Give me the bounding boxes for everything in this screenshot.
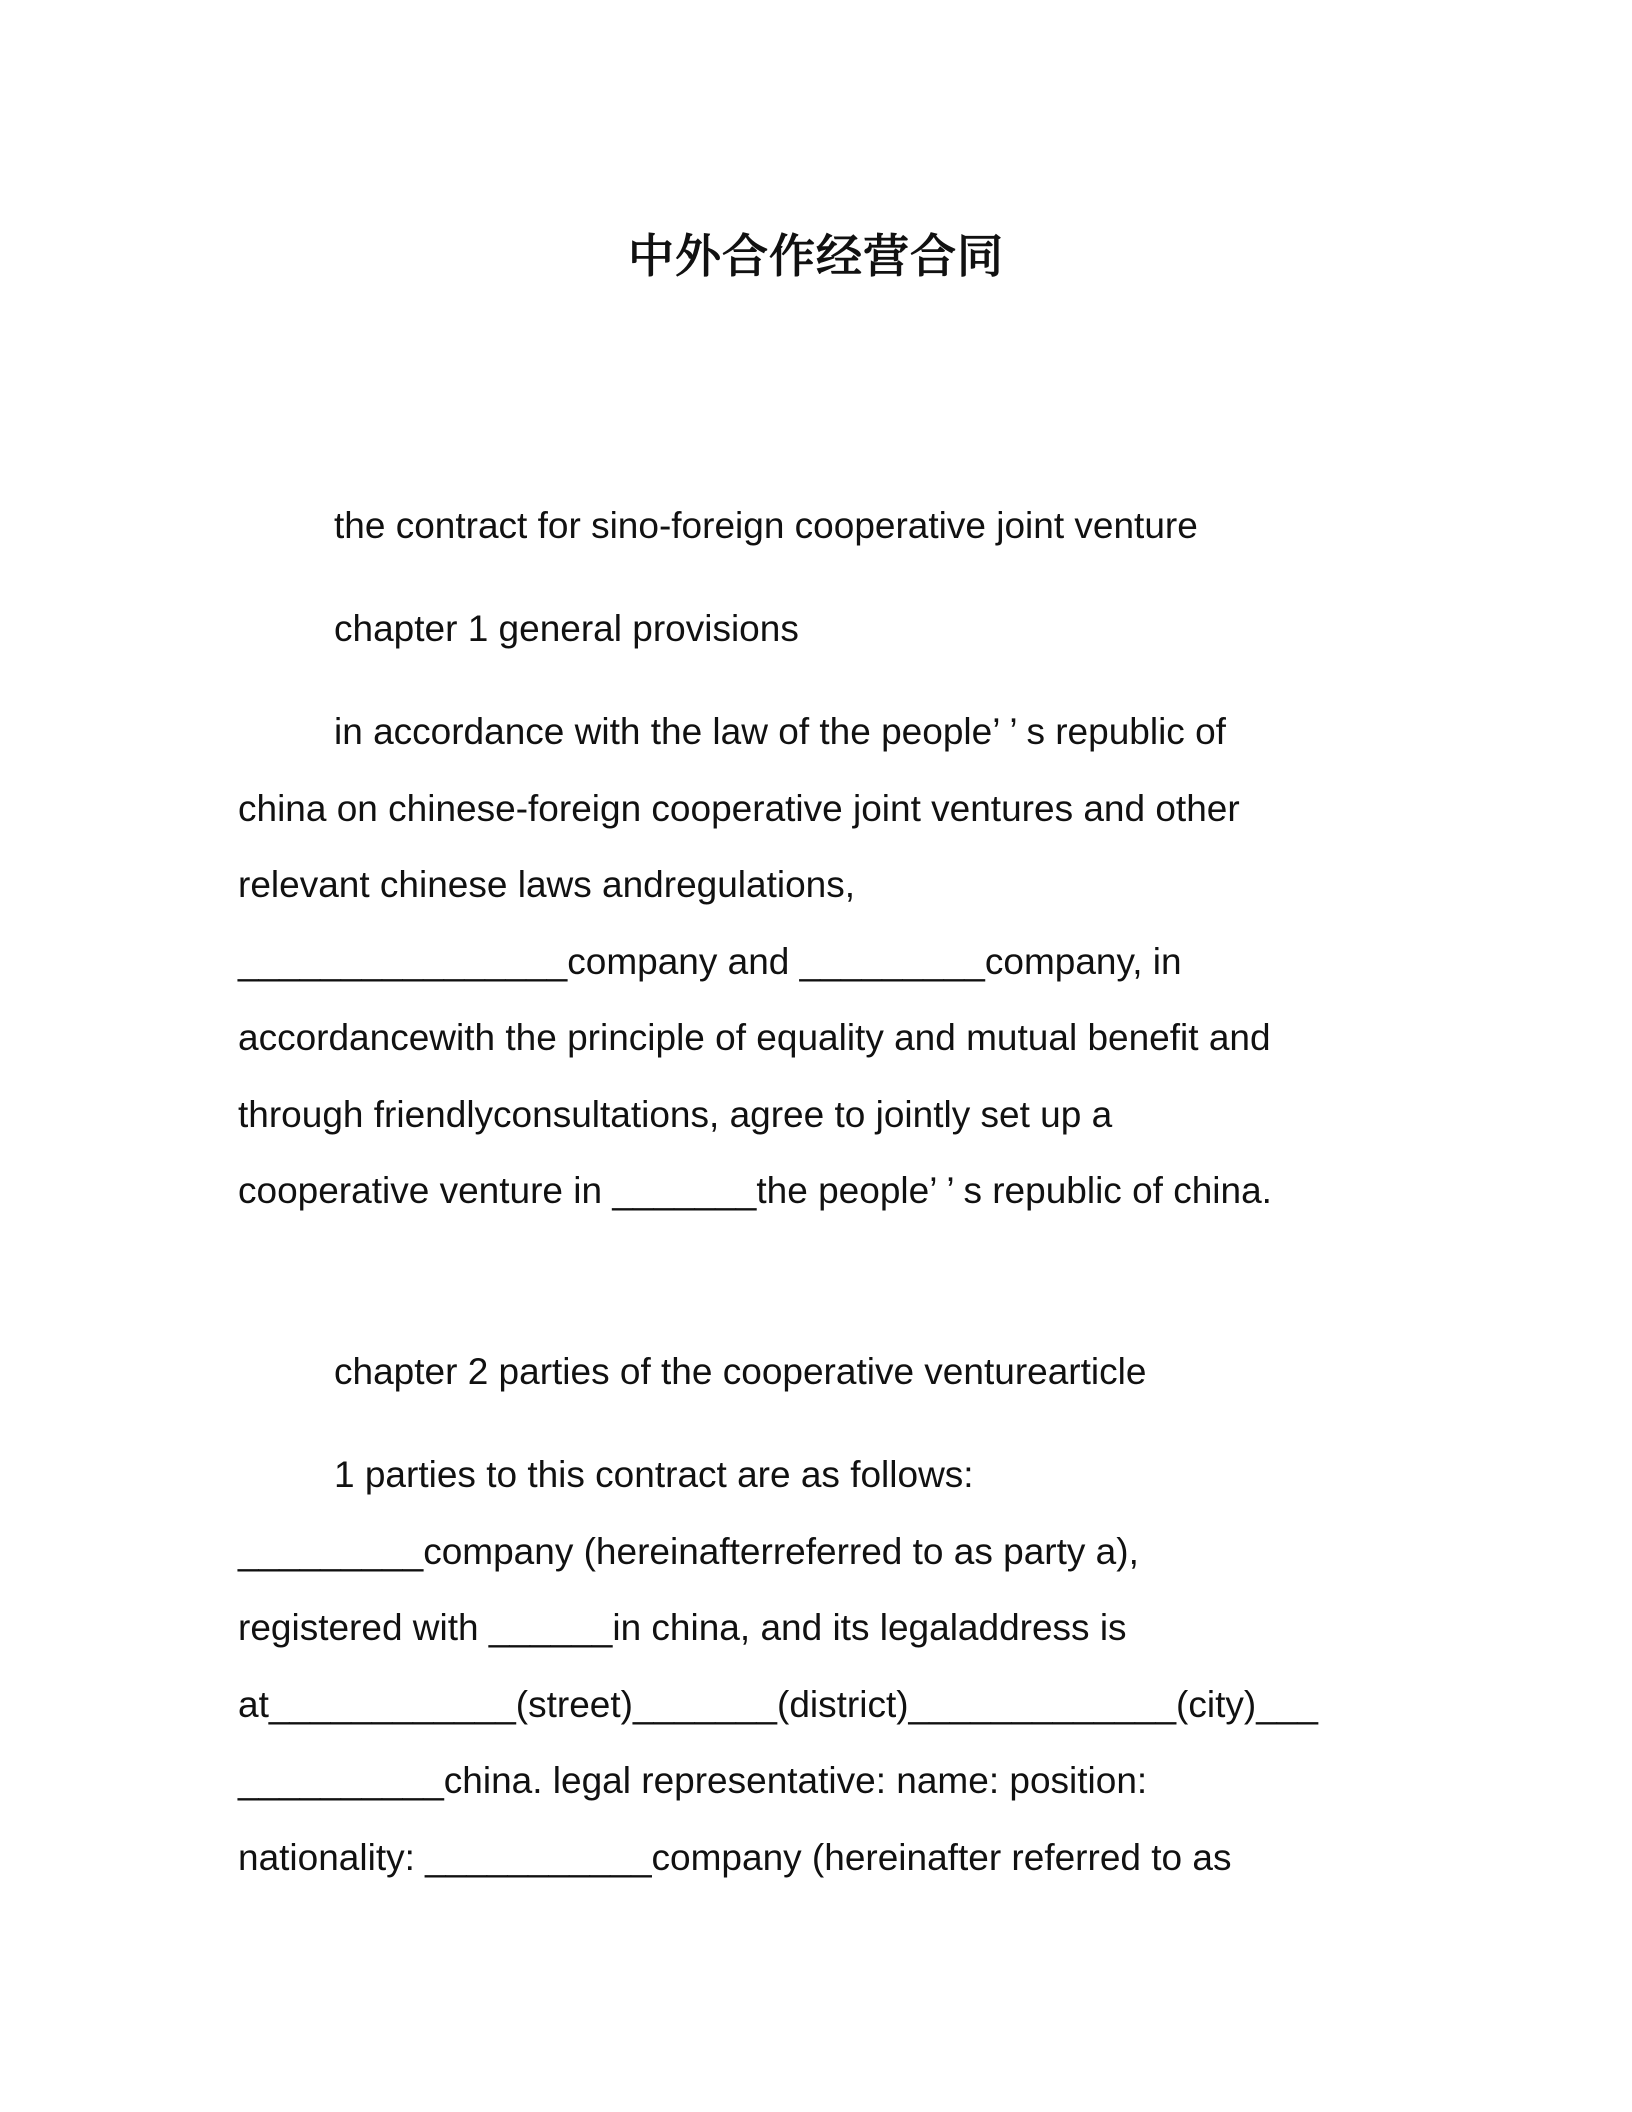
paragraph-line: accordancewith the principle of equality and mutual benefit and [238, 1017, 1271, 1058]
paragraph-line: cooperative venture in _______the people’ ’ s republic of china. [238, 1170, 1272, 1211]
paragraph-line: relevant chinese laws andregulations, [238, 864, 856, 905]
chapter-1-heading: chapter 1 general provisions [334, 608, 799, 649]
paragraph-line: at____________(street)_______(district)_____________(city)___ [238, 1684, 1318, 1725]
paragraph-line: 1 parties to this contract are as follows: [334, 1454, 974, 1495]
paragraph-line: _________company (hereinafterreferred to as party a), [238, 1531, 1139, 1572]
document-title: 中外合作经营合同 [628, 229, 1004, 283]
paragraph-line: nationality: ___________company (hereinafter referred to as [238, 1837, 1232, 1878]
paragraph-line: ________________company and _________company, in [238, 941, 1182, 982]
contract-heading: the contract for sino-foreign cooperative joint venture [334, 505, 1198, 546]
paragraph-line: __________china. legal representative: name: position: [238, 1760, 1148, 1801]
paragraph-line: through friendlyconsultations, agree to jointly set up a [238, 1094, 1113, 1135]
chapter-2-heading: chapter 2 parties of the cooperative venturearticle [334, 1351, 1147, 1392]
paragraph-line: china on chinese-foreign cooperative joint ventures and other [238, 788, 1240, 829]
paragraph-line: in accordance with the law of the people’ ’ s republic of [334, 711, 1226, 752]
paragraph-line: registered with ______in china, and its legaladdress is [238, 1607, 1127, 1648]
